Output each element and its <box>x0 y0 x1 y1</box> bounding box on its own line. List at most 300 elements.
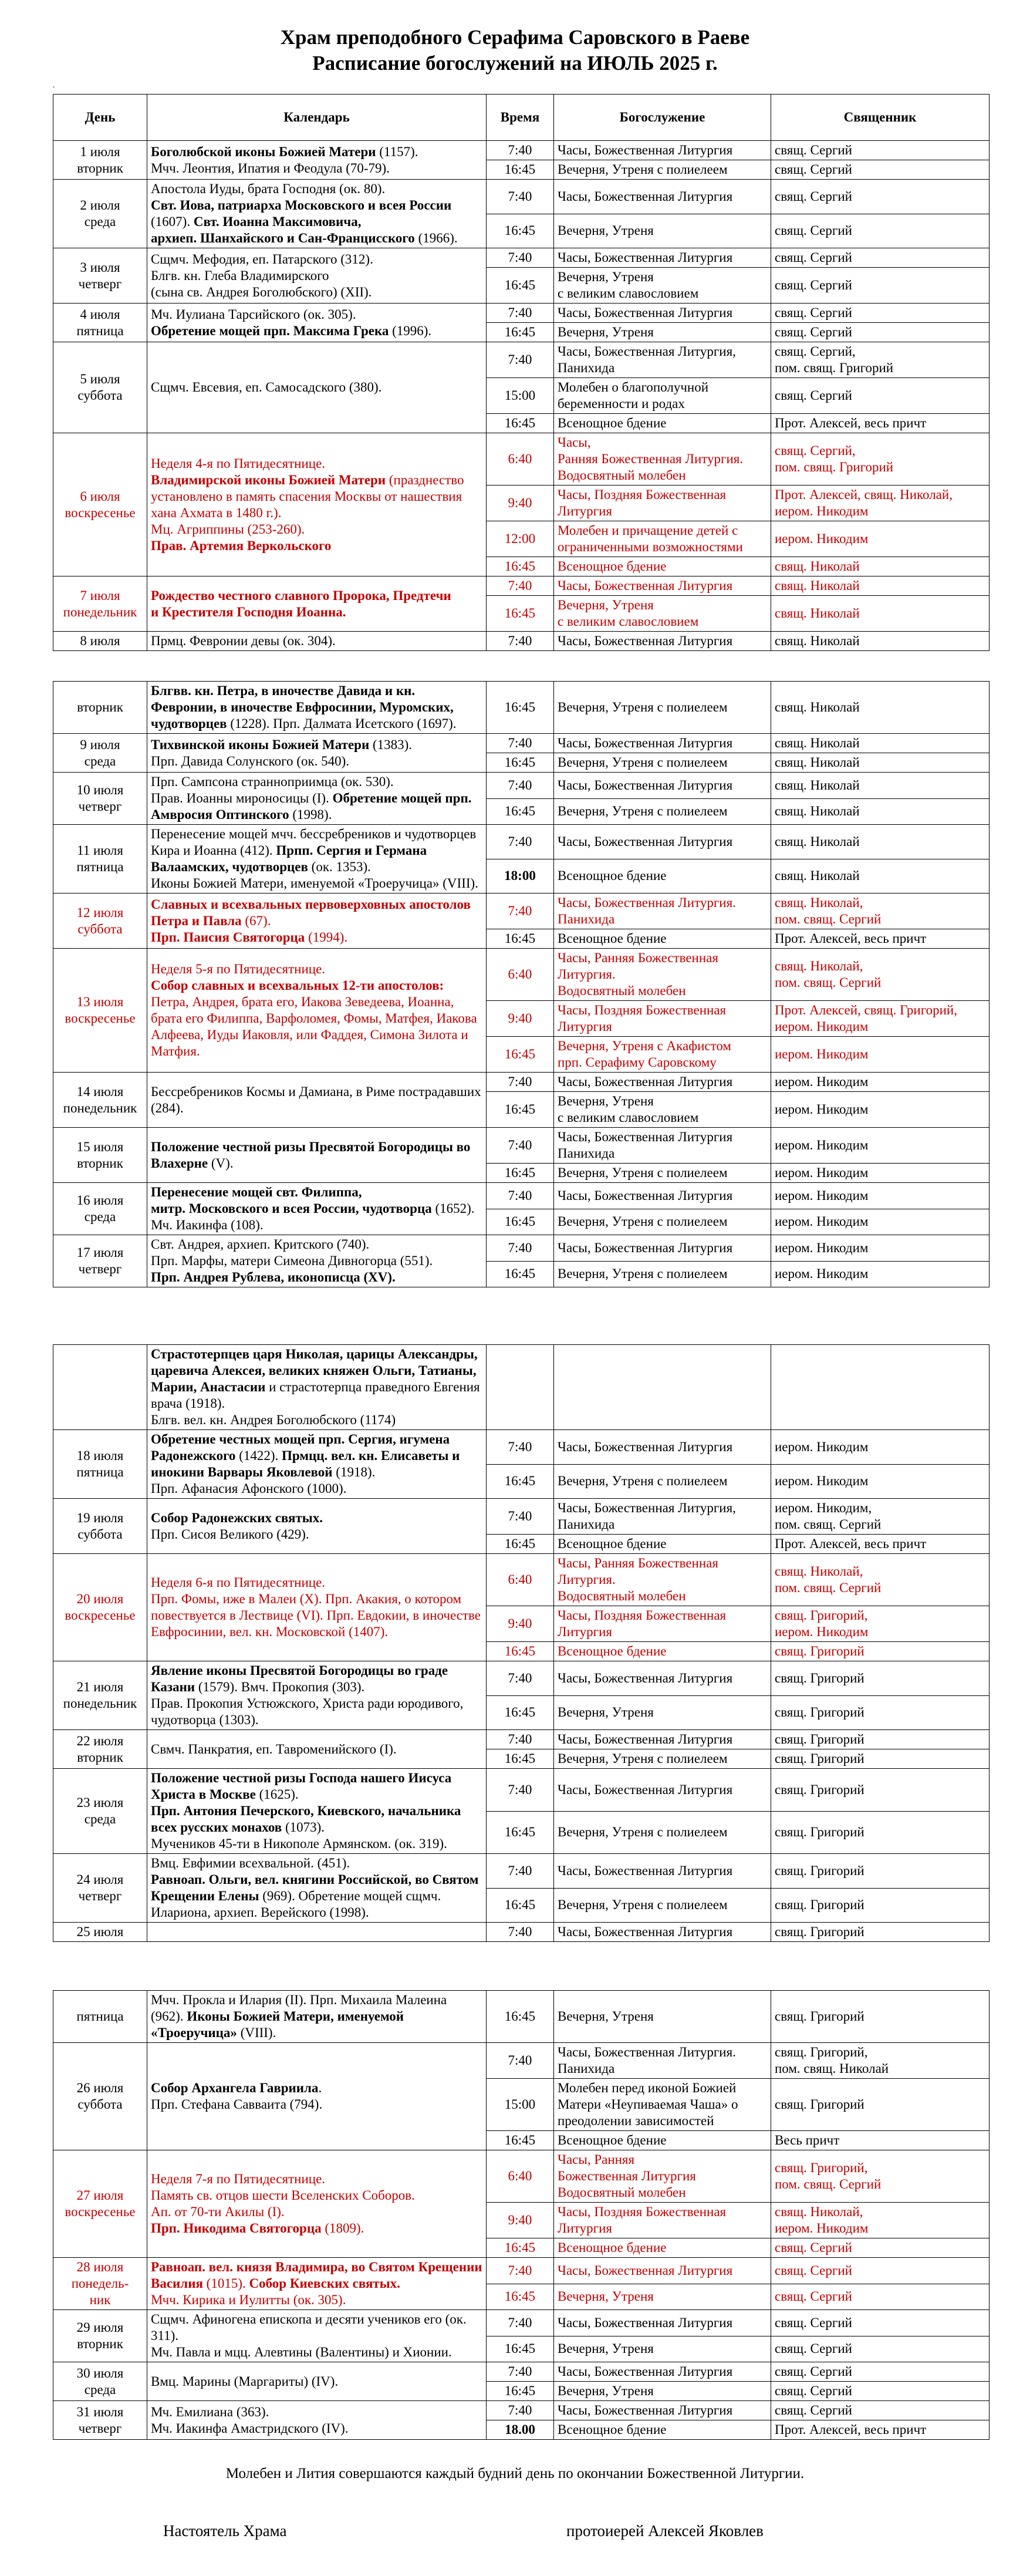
day-cell: 5 июля суббота <box>53 342 147 433</box>
time-cell: 6:40 <box>487 2150 554 2203</box>
service-cell: Вечерня, Утреня <box>554 323 771 342</box>
priest-cell: свящ. Григорий <box>771 1695 990 1730</box>
time-cell: 16:45 <box>487 323 554 342</box>
priest-cell: свящ. Сергий <box>771 2336 990 2362</box>
schedule-row <box>53 433 990 485</box>
time-cell: 7:40 <box>487 2362 554 2382</box>
service-cell: Молебен и причащение детей с ограниченными возможностями <box>554 521 771 557</box>
day-cell: 30 июля среда <box>53 2362 147 2401</box>
service-cell: Часы, Божественная Литургия <box>554 180 771 214</box>
priest-cell: свящ. Григорий <box>771 1991 990 2043</box>
service-cell: Вечерня, Утреня <box>554 2284 771 2310</box>
page-title: Храм преподобного Серафима Саровского в Раеве <box>280 26 750 49</box>
time-cell: 9:40 <box>487 485 554 521</box>
calendar-text: (ок. 1353). Иконы Божией Матери, именуемой «Троеручица» (VIII). <box>151 859 478 891</box>
day-cell: 23 июля среда <box>53 1769 147 1854</box>
service-cell: Часы, Божественная Литургия <box>554 632 771 651</box>
calendar-feast: Свт. Иова, патриарха Московского и всея России <box>151 198 452 213</box>
calendar-cell <box>147 1854 487 1923</box>
priest-cell: свящ. Григорий <box>771 1661 990 1696</box>
schedule-row <box>53 1854 990 1889</box>
time-cell: 6:40 <box>487 433 554 485</box>
priest-cell: иером. Никодим <box>771 521 990 557</box>
calendar-text: и страстотерпца праведного Евгения врача (1918). Блгв. вел. кн. Андрея Боголюбского (1174) <box>151 1380 480 1427</box>
calendar-cell <box>147 1128 487 1183</box>
time-cell: 7:40 <box>487 2043 554 2079</box>
service-cell: Часы, Божественная Литургия <box>554 1730 771 1749</box>
calendar-cell <box>147 1499 487 1554</box>
service-cell: Часы, Божественная Литургия Панихида <box>554 1128 771 1164</box>
service-cell: Вечерня, Утреня с полиелеем <box>554 160 771 180</box>
time-cell: 7:40 <box>487 893 554 929</box>
calendar-feast: Прмцц. вел. кн. Елисаветы и инокини Варвары Яковлевой <box>151 1448 460 1479</box>
priest-cell: Весь причт <box>771 2131 990 2150</box>
calendar-feast: Перенесение мощей свт. Филиппа, митр. Московского и всея России, чудотворца <box>151 1185 432 1216</box>
day-cell: 22 июля вторник <box>53 1730 147 1769</box>
day-cell: 4 июля пятница <box>53 304 147 342</box>
calendar-feast: Тихвинской иконы Божией Матери <box>151 737 370 752</box>
service-cell: Всенощное бдение <box>554 557 771 576</box>
calendar-cell <box>147 2150 487 2258</box>
priest-cell: свящ. Сергий <box>771 160 990 180</box>
priest-cell: иером. Никодим <box>771 1183 990 1209</box>
time-cell: 16:45 <box>487 1037 554 1073</box>
calendar-text: Сщмч. Мефодия, еп. Патарского (312). Блгв. кн. Глеба Владимирского (сына св. Андрея Боголюбского) (XII). <box>151 251 373 299</box>
priest-cell: свящ. Николай, пом. свящ. Сергий <box>771 949 990 1001</box>
calendar-text: (67). <box>241 913 271 928</box>
calendar-feast: Собор Радонежских святых. <box>151 1510 323 1525</box>
time-cell: 6:40 <box>487 949 554 1001</box>
calendar-feast: Равноап. Ольги, вел. княгини Российской, во Святом Крещении Елены <box>151 1872 479 1903</box>
time-cell: 18.00 <box>487 2420 554 2440</box>
service-cell: Вечерня, Утреня с полиелеем <box>554 1261 771 1287</box>
calendar-text: Перенесение мощей мчч. бессребреников и чудотворцев Кира и Иоанна (412). <box>151 827 477 858</box>
calendar-text: (1015). <box>202 2276 249 2291</box>
time-cell: 9:40 <box>487 2203 554 2238</box>
time-cell: 16:45 <box>487 1991 554 2043</box>
time-cell: 12:00 <box>487 521 554 557</box>
priest-cell: свящ. Сергий <box>771 180 990 214</box>
service-cell: Вечерня, Утреня с полиелеем <box>554 798 771 825</box>
time-cell: 16:45 <box>487 268 554 304</box>
page-subtitle: Расписание богослужений на ИЮЛЬ 2025 г. <box>312 52 718 75</box>
calendar-feast: Славных и всехвальных первоверховных апостолов Петра и Павла <box>151 896 471 928</box>
priest-cell: свящ. Григорий, пом. свящ. Николай <box>771 2043 990 2079</box>
calendar-cell <box>147 2310 487 2362</box>
service-cell: Часы, Ранняя Божественная Литургия. Водосвятный молебен <box>554 1554 771 1606</box>
day-cell: 20 июля воскресенье <box>53 1554 147 1661</box>
day-cell: 31 июля четверг <box>53 2401 147 2440</box>
time-cell: 16:45 <box>487 1092 554 1128</box>
priest-cell: свящ. Сергий <box>771 141 990 160</box>
calendar-cell <box>147 1183 487 1235</box>
day-cell: 28 июля понедель- ник <box>53 2258 147 2310</box>
service-cell: Часы, Ранняя Божественная Литургия Водосвятный молебен <box>554 2150 771 2203</box>
time-cell: 16:45 <box>487 1811 554 1854</box>
column-header: Священник <box>771 95 990 141</box>
service-cell: Вечерня, Утреня с полиелеем <box>554 1888 771 1923</box>
time-cell: 7:40 <box>487 773 554 799</box>
calendar-text: . Прп. Стефана Савваита (794). <box>151 2081 323 2112</box>
time-cell: 16:45 <box>487 2336 554 2362</box>
service-cell: Часы, Божественная Литургия <box>554 1769 771 1812</box>
schedule-row <box>53 342 990 378</box>
priest-cell: иером. Никодим, пом. свящ. Сергий <box>771 1499 990 1535</box>
schedule-row <box>53 1499 990 1535</box>
calendar-feast: Обретение мощей прп. Амвросия Оптинского <box>151 791 472 822</box>
priest-cell: иером. Никодим <box>771 1430 990 1465</box>
calendar-feast: Прав. Артемия Веркольского <box>151 538 332 553</box>
service-cell: Всенощное бдение <box>554 1642 771 1661</box>
day-cell: 16 июля среда <box>53 1183 147 1235</box>
service-cell: Часы, Божественная Литургия <box>554 1073 771 1092</box>
service-cell: Вечерня, Утреня с Акафистом прп. Серафиму Саровскому <box>554 1037 771 1073</box>
calendar-cell <box>147 2401 487 2440</box>
column-header: Календарь <box>147 95 487 141</box>
calendar-cell <box>147 1235 487 1287</box>
calendar-text: (1383). Прп. Давида Солунского (ок. 540). <box>151 737 413 768</box>
priest-cell: свящ. Николай <box>771 632 990 651</box>
service-cell: Всенощное бдение <box>554 2131 771 2150</box>
time-cell: 16:45 <box>487 1535 554 1554</box>
priest-cell: иером. Никодим <box>771 1209 990 1235</box>
time-cell: 9:40 <box>487 1001 554 1037</box>
service-cell: Вечерня, Утреня <box>554 2336 771 2362</box>
calendar-feast: Прпп. Сергия и Германа Валаамских, чудотворцев <box>151 843 427 874</box>
calendar-text: (V). <box>208 1155 234 1171</box>
service-cell: Часы, Божественная Литургия <box>554 1183 771 1209</box>
calendar-feast: Обретение честных мощей прп. Сергия, игумена Радонежского <box>151 1432 450 1463</box>
calendar-text: (празднество установлено в память спасения Москвы от нашествия хана Ахмата в 1480 г.). Мц. Агриппины (253-260). <box>151 472 464 537</box>
priest-cell: иером. Никодим <box>771 1073 990 1092</box>
priest-cell: Прот. Алексей, весь причт <box>771 929 990 949</box>
calendar-cell <box>147 2362 487 2401</box>
service-cell: Вечерня, Утреня <box>554 1991 771 2043</box>
calendar-text: Прмц. Февронии девы (ок. 304). <box>151 633 336 648</box>
calendar-text: (969). Обретение мощей сщмч. Илариона, архиеп. Верейского (1998). <box>151 1889 441 1920</box>
calendar-feast: Собор славных и всехвальных 12-ти апостолов: <box>151 978 444 993</box>
day-cell: 3 июля четверг <box>53 248 147 304</box>
priest-cell: свящ. Григорий <box>771 1769 990 1812</box>
service-cell: Всенощное бдение <box>554 2238 771 2258</box>
priest-cell: свящ. Сергий <box>771 304 990 323</box>
service-cell: Часы, Поздняя Божественная Литургия <box>554 1001 771 1037</box>
priest-cell: свящ. Сергий <box>771 378 990 414</box>
time-cell: 16:45 <box>487 596 554 632</box>
time-cell: 7:40 <box>487 141 554 160</box>
day-cell: 26 июля суббота <box>53 2043 147 2150</box>
service-cell: Часы, Божественная Литургия. Панихида <box>554 2043 771 2079</box>
service-cell: Часы, Ранняя Божественная Литургия. Водосвятный молебен <box>554 433 771 485</box>
calendar-text: Сщмч. Евсевия, еп. Самосадского (380). <box>151 380 382 395</box>
service-cell: Вечерня, Утреня с великим славословием <box>554 1092 771 1128</box>
time-cell: 15:00 <box>487 378 554 414</box>
priest-cell: свящ. Григорий <box>771 1888 990 1923</box>
priest-cell: свящ. Николай, пом. свящ. Сергий <box>771 893 990 929</box>
time-cell: 16:45 <box>487 557 554 576</box>
calendar-cell <box>147 141 487 180</box>
schedule-row <box>53 1430 990 1465</box>
schedule-row <box>53 893 990 929</box>
calendar-text: Прп. Сисоя Великого (429). <box>151 1526 309 1542</box>
priest-cell: свящ. Николай <box>771 734 990 753</box>
calendar-feast: Страстотерпцев царя Николая, царицы Александры, царевича Алексея, великих княжен Ольги, Татианы, Марии, Анастасии <box>151 1347 478 1394</box>
calendar-text: (1918). Прп. Афанасия Афонского (1000). <box>151 1465 376 1496</box>
service-cell: Часы, Божественная Литургия <box>554 248 771 268</box>
calendar-cell <box>147 2258 487 2310</box>
time-cell: 16:45 <box>487 753 554 773</box>
schedule-row <box>53 1554 990 1606</box>
calendar-cell <box>147 734 487 773</box>
time-cell: 16:45 <box>487 160 554 180</box>
time-cell: 7:40 <box>487 825 554 859</box>
priest-cell: свящ. Сергий <box>771 2382 990 2401</box>
calendar-text: (VIII). <box>237 2025 276 2040</box>
time-cell: 7:40 <box>487 1499 554 1535</box>
priest-cell: свящ. Николай <box>771 798 990 825</box>
day-cell: 18 июля пятница <box>53 1430 147 1499</box>
priest-cell: свящ. Николай <box>771 753 990 773</box>
time-cell: 16:45 <box>487 1695 554 1730</box>
dot-mark: . <box>53 81 55 90</box>
service-cell: Часы, Поздняя Божественная Литургия <box>554 485 771 521</box>
priest-cell: свящ. Николай <box>771 825 990 859</box>
service-cell: Часы, Божественная Литургия <box>554 825 771 859</box>
calendar-cell <box>147 1430 487 1499</box>
day-cell: 8 июля <box>53 632 147 651</box>
calendar-text: (1625). <box>255 1787 299 1802</box>
day-cell: пятница <box>53 1991 147 2043</box>
service-cell: Часы, Божественная Литургия. Панихида <box>554 893 771 929</box>
calendar-text: Мч. Иулиана Тарсийского (ок. 305). <box>151 306 356 322</box>
service-cell: Молебен перед иконой Божией Матери «Неупиваемая Чаша» о преодолении зависимостей <box>554 2079 771 2131</box>
time-cell: 16:45 <box>487 2382 554 2401</box>
calendar-cell <box>147 825 487 893</box>
calendar-cell <box>147 773 487 825</box>
service-cell: Часы, Божественная Литургия <box>554 2310 771 2336</box>
calendar-feast: Собор Киевских святых. <box>249 2276 400 2291</box>
schedule-row <box>53 1769 990 1812</box>
calendar-feast: Обретение мощей прп. Максима Грека <box>151 323 389 338</box>
priest-cell: свящ. Григорий <box>771 1923 990 1942</box>
service-cell: Часы, Божественная Литургия, Панихида <box>554 342 771 378</box>
calendar-text: Свт. Андрея, архиеп. Критского (740). Прп. Марфы, матери Симеона Дивногорца (551). <box>151 1237 433 1268</box>
service-cell: Вечерня, Утреня с полиелеем <box>554 1811 771 1854</box>
calendar-text: Неделя 5-я по Пятидесятнице. <box>151 962 326 976</box>
day-cell: 13 июля воскресенье <box>53 949 147 1073</box>
column-header: День <box>53 95 147 141</box>
schedule-row <box>53 2043 990 2079</box>
calendar-cell <box>147 682 487 734</box>
service-cell: Всенощное бдение <box>554 1535 771 1554</box>
calendar-text: Вмц. Евфимии всехвальной. (451). <box>151 1856 350 1870</box>
priest-cell: свящ. Григорий <box>771 1854 990 1889</box>
time-cell: 7:40 <box>487 1430 554 1465</box>
calendar-text: (1228). Прп. Далмата Исетского (1697). <box>227 716 457 731</box>
time-cell: 16:45 <box>487 1888 554 1923</box>
service-cell: Вечерня, Утреня <box>554 1695 771 1730</box>
calendar-cell <box>147 893 487 949</box>
calendar-feast: Владимирской иконы Божией Матери <box>151 472 386 487</box>
service-cell: Всенощное бдение <box>554 414 771 433</box>
service-cell: Всенощное бдение <box>554 859 771 893</box>
schedule-row <box>53 632 990 651</box>
service-cell: Вечерня, Утреня с полиелеем <box>554 1164 771 1183</box>
priest-cell: свящ. Николай <box>771 557 990 576</box>
day-cell: 24 июля четверг <box>53 1854 147 1923</box>
calendar-cell <box>147 342 487 433</box>
calendar-feast: Прп. Никодима Святогорца <box>151 2221 322 2236</box>
service-cell: Часы, Божественная Литургия <box>554 576 771 596</box>
priest-cell <box>771 1345 990 1430</box>
service-cell: Часы, Божественная Литургия <box>554 304 771 323</box>
service-cell: Часы, Божественная Литургия <box>554 734 771 753</box>
schedule-row <box>53 2258 990 2284</box>
schedule-row <box>53 734 990 753</box>
priest-cell: свящ. Григорий <box>771 2079 990 2131</box>
priest-cell: Прот. Алексей, весь причт <box>771 414 990 433</box>
service-cell: Вечерня, Утреня с великим славословием <box>554 268 771 304</box>
service-cell: Вечерня, Утреня с полиелеем <box>554 682 771 734</box>
header-row <box>53 95 990 141</box>
time-cell: 7:40 <box>487 1073 554 1092</box>
calendar-cell <box>147 949 487 1073</box>
day-cell: 25 июля <box>53 1923 147 1942</box>
service-cell: Вечерня, Утреня <box>554 214 771 248</box>
priest-cell: свящ. Сергий <box>771 268 990 304</box>
calendar-cell <box>147 1991 487 2043</box>
time-cell: 9:40 <box>487 1606 554 1642</box>
calendar-text: Неделя 7-я по Пятидесятнице. Память св. отцов шести Вселенских Соборов. Ап. от 70-ти Акилы (I). <box>151 2172 415 2219</box>
calendar-text: (1157). Мчч. Леонтия, Ипатия и Феодула (70-79). <box>151 144 418 176</box>
priest-cell: свящ. Григорий, пом. свящ. Сергий <box>771 2150 990 2203</box>
priest-cell: свящ. Николай <box>771 682 990 734</box>
time-cell: 16:45 <box>487 1642 554 1661</box>
calendar-cell <box>147 632 487 651</box>
priest-cell: свящ. Николай, пом. свящ. Сергий <box>771 1554 990 1606</box>
time-cell: 16:45 <box>487 1261 554 1287</box>
time-cell: 16:45 <box>487 2284 554 2310</box>
day-cell: 15 июля вторник <box>53 1128 147 1183</box>
calendar-text: Петра, Андрея, брата его, Иакова Зеведеева, Иоанна, брата его Филиппа, Варфоломея, Фомы, Матфея, Иакова Алфеева, Иуды Иаковля, или Фаддея, Симона Зилота и Матфия. <box>151 994 477 1058</box>
day-cell: 27 июля воскресенье <box>53 2150 147 2258</box>
priest-cell: свящ. Сергий <box>771 2258 990 2284</box>
time-cell: 16:45 <box>487 1464 554 1499</box>
priest-cell: свящ. Николай, иером. Никодим <box>771 2203 990 2238</box>
time-cell: 16:45 <box>487 682 554 734</box>
schedule-row <box>53 949 990 1001</box>
calendar-cell <box>147 1730 487 1769</box>
time-cell: 7:40 <box>487 304 554 323</box>
calendar-text: Мч. Емилиана (363). Мч. Иакинфа Амастридского (IV). <box>151 2404 349 2436</box>
day-cell: 14 июля понедельник <box>53 1073 147 1128</box>
day-cell: 6 июля воскресенье <box>53 433 147 576</box>
calendar-text: Свмч. Панкратия, еп. Тавроменийского (I). <box>151 1741 397 1756</box>
priest-cell: иером. Никодим <box>771 1128 990 1164</box>
priest-cell: иером. Никодим <box>771 1464 990 1499</box>
calendar-feast: Боголюбской иконы Божией Матери <box>151 144 376 159</box>
signature-name: протоиерей Алексей Яковлев <box>566 2522 764 2540</box>
time-cell <box>487 1345 554 1430</box>
calendar-text: Апостола Иуды, брата Господня (ок. 80). <box>151 181 386 196</box>
priest-cell: свящ. Николай <box>771 596 990 632</box>
service-cell: Часы, Ранняя Божественная Литургия. Водосвятный молебен <box>554 949 771 1001</box>
priest-cell: Прот. Алексей, свящ. Григорий, иером. Никодим <box>771 1001 990 1037</box>
time-cell: 7:40 <box>487 2258 554 2284</box>
calendar-cell <box>147 1661 487 1730</box>
time-cell: 7:40 <box>487 632 554 651</box>
service-cell: Всенощное бдение <box>554 929 771 949</box>
priest-cell: свящ. Григорий <box>771 1749 990 1769</box>
service-cell: Часы, Поздняя Божественная Литургия <box>554 1606 771 1642</box>
service-cell: Вечерня, Утреня с полиелеем <box>554 1209 771 1235</box>
time-cell: 7:40 <box>487 1661 554 1696</box>
schedule-table <box>53 1990 990 2440</box>
calendar-cell <box>147 576 487 632</box>
service-cell: Часы, Божественная Литургия, Панихида <box>554 1499 771 1535</box>
schedule-row <box>53 1128 990 1164</box>
service-cell: Вечерня, Утреня с великим славословием <box>554 596 771 632</box>
service-cell: Часы, Божественная Литургия <box>554 2258 771 2284</box>
priest-cell: свящ. Сергий <box>771 214 990 248</box>
calendar-text: (1607). <box>151 214 194 229</box>
calendar-text: (1809). <box>321 2221 364 2236</box>
priest-cell: Прот. Алексей, весь причт <box>771 1535 990 1554</box>
day-cell: 12 июля суббота <box>53 893 147 949</box>
priest-cell: свящ. Григорий, иером. Никодим <box>771 1606 990 1642</box>
calendar-feast: Свт. Иоанна Максимовича, архиеп. Шанхайского и Сан-Францисского <box>151 214 415 245</box>
time-cell: 7:40 <box>487 1235 554 1262</box>
calendar-text: (1579). Вмч. Прокопия (303). Прав. Прокопия Устюжского, Христа ради юродивого, чудотворца (1303). <box>151 1680 464 1727</box>
time-cell: 16:45 <box>487 2131 554 2150</box>
schedule-row <box>53 2310 990 2336</box>
service-cell: Часы, Божественная Литургия <box>554 1661 771 1696</box>
calendar-text: (1422). <box>235 1448 282 1463</box>
calendar-cell <box>147 1554 487 1661</box>
calendar-feast: Положение честной ризы Пресвятой Богородицы во Влахерне <box>151 1139 471 1171</box>
priest-cell: свящ. Григорий <box>771 1642 990 1661</box>
schedule-row <box>53 2150 990 2203</box>
calendar-text: (1996). <box>389 323 432 338</box>
calendar-text: Сщмч. Афиногена епископа и десяти учеников его (ок. 311). Мч. Павла и мцц. Алевтины (Валентины) и Хионии. <box>151 2312 467 2359</box>
calendar-text: Прп. Сампсона странноприимца (ок. 530). Прав. Иоанны мироносицы (I). <box>151 774 394 805</box>
day-cell: 1 июля вторник <box>53 141 147 180</box>
calendar-text: Неделя 6-я по Пятидесятнице. Прп. Фомы, иже в Малеи (X). Прп. Акакия, о котором повествуется в Лествице (VI). Прп. Евдокии, в иночестве Евфросинии, вел. кн. Московской (1407). <box>151 1575 481 1639</box>
schedule-row <box>53 1073 990 1092</box>
priest-cell: иером. Никодим <box>771 1037 990 1073</box>
service-cell: Часы, Божественная Литургия <box>554 2362 771 2382</box>
schedule-table <box>53 1344 990 1942</box>
time-cell: 7:40 <box>487 2401 554 2420</box>
schedule-row <box>53 576 990 596</box>
calendar-cell <box>147 1345 487 1430</box>
calendar-feast: Равноап. вел. князя Владимира, во Святом Крещении Василия <box>151 2260 482 2291</box>
time-cell: 16:45 <box>487 2238 554 2258</box>
calendar-cell <box>147 180 487 248</box>
service-cell: Вечерня, Утреня с полиелеем <box>554 1749 771 1769</box>
priest-cell: свящ. Сергий <box>771 2284 990 2310</box>
service-cell: Часы, Божественная Литургия <box>554 1235 771 1262</box>
schedule-row <box>53 2401 990 2420</box>
calendar-text: Мчч. Кирика и Иулитты (ок. 305). <box>151 2292 346 2307</box>
time-cell: 16:45 <box>487 1164 554 1183</box>
time-cell: 7:40 <box>487 1128 554 1164</box>
schedule-row <box>53 304 990 323</box>
column-header: Время <box>487 95 554 141</box>
time-cell: 16:45 <box>487 798 554 825</box>
day-cell: 7 июля понедельник <box>53 576 147 632</box>
service-cell: Часы, Божественная Литургия <box>554 1854 771 1889</box>
